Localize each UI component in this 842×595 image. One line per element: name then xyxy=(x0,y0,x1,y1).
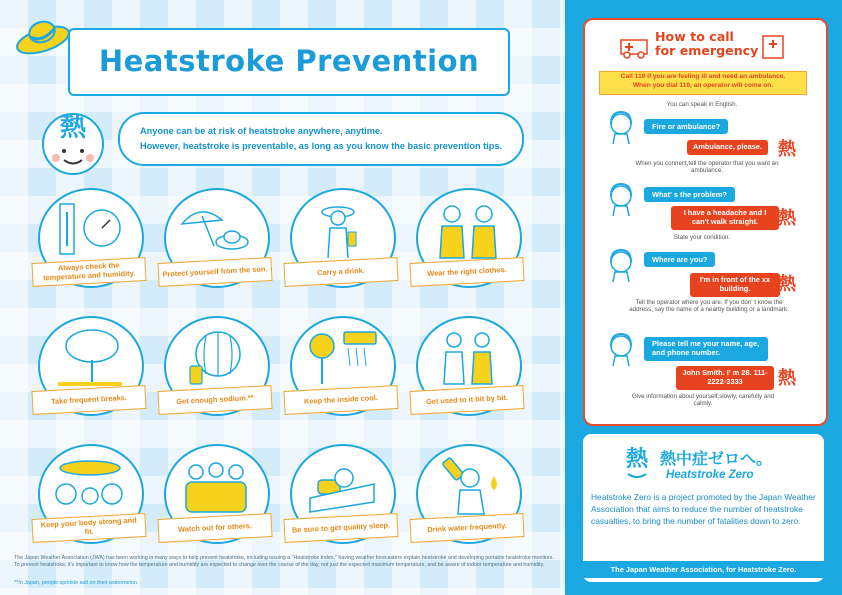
tip-label: Keep your body strong and fit. xyxy=(31,513,146,543)
watermelon-salt-icon xyxy=(178,326,254,388)
footnote: The Japan Weather Association (JWA) has been working in many ways to help prevent heatstroke, including issuing a "Heatstroke Index," having weather forecasters explain heatstroke and developing portable heatstroke monitors. To prevent heatstroke, it's important to know how the temperature and humidity are expected to change over the course of the day, not just the expected maximum temperature, and be aware of indoor temperature and humidity. xyxy=(14,555,554,568)
sleeping-person-icon xyxy=(304,454,380,516)
tip-tile xyxy=(284,188,404,302)
tip-label: Get enough sodium.** xyxy=(157,385,272,415)
svg-text:熱: 熱 xyxy=(778,274,796,295)
caller-mascot-icon xyxy=(774,366,800,392)
call-line-1: Call 119 if you are feeling ill and need an ambulance. xyxy=(620,73,786,80)
tip-tile xyxy=(158,316,278,430)
question-bubble: Please tell me your name, age, and phone number. xyxy=(644,337,768,361)
sun-hat-icon xyxy=(14,12,72,56)
svg-text:熱: 熱 xyxy=(778,368,796,389)
joggers-icon xyxy=(430,326,506,388)
question-bubble: Fire or ambulance? xyxy=(644,119,728,134)
step-note: Tell the operator where you are. If you don' t know the address, say the name of a nearby building or a landmark. xyxy=(629,299,789,314)
mascot-icon xyxy=(36,104,110,176)
tip-tile xyxy=(158,444,278,558)
family-icon xyxy=(178,454,254,516)
page-title: Heatstroke Prevention xyxy=(98,44,480,78)
operator-icon xyxy=(607,110,635,146)
step-note: Give information about yourself,slowly, carefully and calmly. xyxy=(631,393,775,408)
tree-rest-icon xyxy=(52,326,128,388)
call-119-box xyxy=(599,71,807,95)
tip-tile xyxy=(32,444,152,558)
question-bubble: What' s the problem? xyxy=(644,187,735,202)
step-note: State your condition. xyxy=(673,234,731,241)
emergency-title-line-1: How to call xyxy=(655,29,734,44)
caller-mascot-icon xyxy=(774,272,800,298)
answer-bubble: I have a headache and I can't walk straight. xyxy=(671,206,779,230)
fan-aircon-icon xyxy=(304,326,380,388)
tip-label: Keep the inside cool. xyxy=(283,385,398,415)
zero-footer: The Japan Weather Association, for Heatstroke Zero. xyxy=(583,561,824,578)
answer-bubble: John Smith. I' m 28. 111-2222-3333 xyxy=(676,366,774,390)
umbrella-hat-icon xyxy=(178,198,254,260)
tip-label: Carry a drink. xyxy=(283,257,398,287)
hospital-icon xyxy=(760,28,786,60)
drinking-water-icon xyxy=(430,454,506,516)
tip-label: Watch out for others. xyxy=(157,513,272,543)
zero-jp-title: 熱中症ゼロへ。 xyxy=(660,451,773,468)
mascot-glyph: 熱 xyxy=(59,113,87,143)
tip-tile xyxy=(410,444,530,558)
tip-label: Wear the right clothes. xyxy=(409,257,524,287)
tip-tile xyxy=(158,188,278,302)
step-note: When you connect,tell the operator that you want an ambulance. xyxy=(635,160,779,175)
tip-label: Take frequent breaks. xyxy=(31,385,146,415)
tip-tile xyxy=(32,316,152,430)
intro-line-2: However, heatstroke is preventable, as long as you know the basic prevention tips. xyxy=(140,141,502,151)
intro-bubble xyxy=(118,112,524,166)
tip-tile xyxy=(284,444,404,558)
tip-tile xyxy=(32,188,152,302)
heatstroke-zero-logo-icon xyxy=(618,442,656,482)
answer-bubble: I'm in front of the xx building. xyxy=(690,273,780,297)
tip-label: Get used to it bit by bit. xyxy=(409,385,524,415)
emergency-title-line-2: for emergency xyxy=(655,43,759,59)
tip-tile xyxy=(410,316,530,430)
caller-mascot-icon xyxy=(774,206,800,232)
ambulance-icon xyxy=(619,30,651,60)
person-with-drink-icon xyxy=(304,198,380,260)
title-banner xyxy=(68,28,510,96)
two-people-clothes-icon xyxy=(430,198,506,260)
svg-text:熱: 熱 xyxy=(625,447,649,472)
tip-label: Be sure to get quality sleep. xyxy=(283,513,398,543)
tip-label: Drink water frequently. xyxy=(409,513,524,543)
emergency-title xyxy=(655,30,758,59)
tip-label: Protect yourself from the sun. xyxy=(157,257,272,287)
footnote-salt: **In Japan, people sprinkle salt on their watermelon. xyxy=(14,580,139,586)
meal-icon xyxy=(52,454,128,516)
question-bubble: Where are you? xyxy=(644,252,715,267)
intro-line-1: Anyone can be at risk of heatstroke anywhere, anytime. xyxy=(140,126,383,136)
tip-tile xyxy=(410,188,530,302)
tip-tile xyxy=(284,316,404,430)
zero-en-title: Heatstroke Zero xyxy=(666,469,754,481)
answer-bubble: Ambulance, please. xyxy=(687,140,768,155)
speak-english-note: You can speak in English. xyxy=(666,101,738,108)
call-line-2: When you dial 119, an operator will come on. xyxy=(632,81,774,89)
tip-label: Always check the temperature and humidity. xyxy=(31,257,146,287)
zero-description: Heatstroke Zero is a project promoted by the Japan Weather Association that aims to reduce the number of heatstroke casualties, to bring the number of fatalities down to zero. xyxy=(591,492,816,527)
svg-text:熱: 熱 xyxy=(778,139,796,160)
operator-icon xyxy=(607,182,635,218)
svg-text:熱: 熱 xyxy=(778,208,796,229)
operator-icon xyxy=(607,332,635,368)
thermometer-hygrometer-icon xyxy=(52,198,128,260)
operator-icon xyxy=(607,248,635,284)
